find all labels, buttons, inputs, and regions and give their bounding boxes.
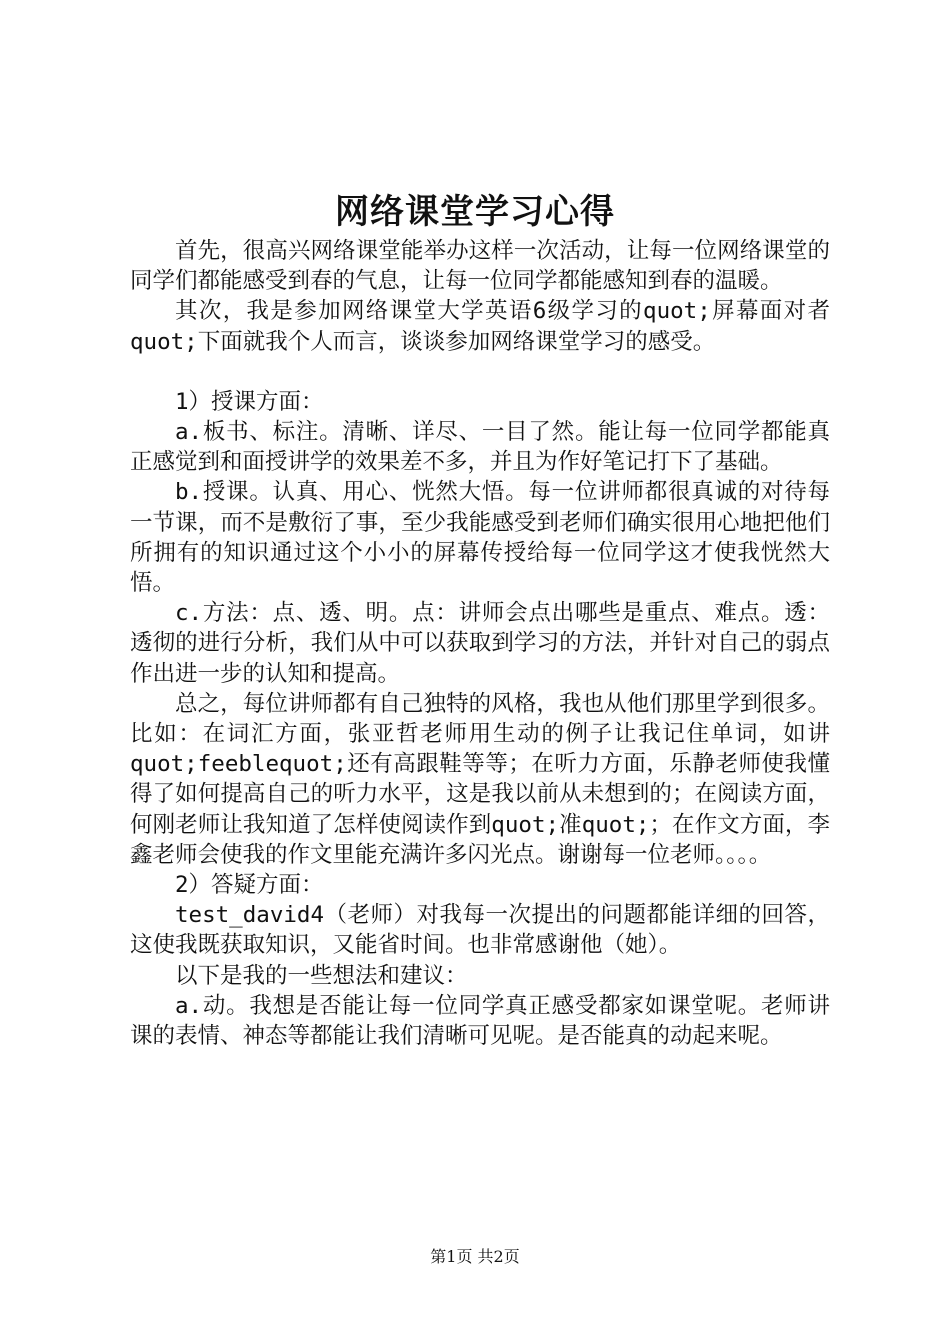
paragraph: 总之，每位讲师都有自己独特的风格，我也从他们那里学到很多。比如：在词汇方面，张亚哲老师用生动的例子让我记住单词，如讲quot;feeblequot;还有高跟鞋等等；在听力方面，乐静老师使我懂得了如何提高自己的听力水平，这是我以前从未想到的；在阅读方面，何刚老师让我知道了怎样使阅读作到quot;准quot;；在作文方面，李鑫老师会使我的作文里能充满许多闪光点。谢谢每一位老师。。。。 [130,690,830,868]
section-heading: 2）答疑方面： [175,872,324,899]
paragraph: a.板书、标注。清晰、详尽、一目了然。能让每一位同学都能真正感觉到和面授讲学的效果差不多，并且为作好笔记打下了基础。 [130,419,830,476]
paragraph: test_david4（老师）对我每一次提出的问题都能详细的回答，这使我既获取知识，又能省时间。也非常感谢他（她）。 [130,902,830,959]
document-body [130,236,830,1051]
page-footer: 第1页 共2页 [430,1247,520,1266]
document-title: 网络课堂学习心得 [335,192,615,232]
paragraph: c.方法：点、透、明。点：讲师会点出哪些是重点、难点。透：透彻的进行分析，我们从中可以获取到学习的方法，并针对自己的弱点作出进一步的认知和提高。 [130,600,830,687]
paragraph: 首先，很高兴网络课堂能举办这样一次活动，让每一位网络课堂的同学们都能感受到春的气息，让每一位同学都能感知到春的温暖。 [130,238,830,295]
section-heading: 1）授课方面： [175,388,324,415]
paragraph: 其次，我是参加网络课堂大学英语6级学习的quot;屏幕面对者quot;下面就我个人而言，谈谈参加网络课堂学习的感受。 [130,298,830,355]
paragraph: 以下是我的一些想法和建议： [175,962,468,989]
paragraph: a.动。我想是否能让每一位同学真正感受都家如课堂呢。老师讲课的表情、神态等都能让我们清晰可见呢。是否能真的动起来呢。 [130,992,830,1050]
paragraph: b.授课。认真、用心、恍然大悟。每一位讲师都很真诚的对待每一节课，而不是敷衍了事，至少我能感受到老师们确实很用心地把他们所拥有的知识通过这个小小的屏幕传授给每一位同学这才使我恍然大悟。 [130,479,830,597]
